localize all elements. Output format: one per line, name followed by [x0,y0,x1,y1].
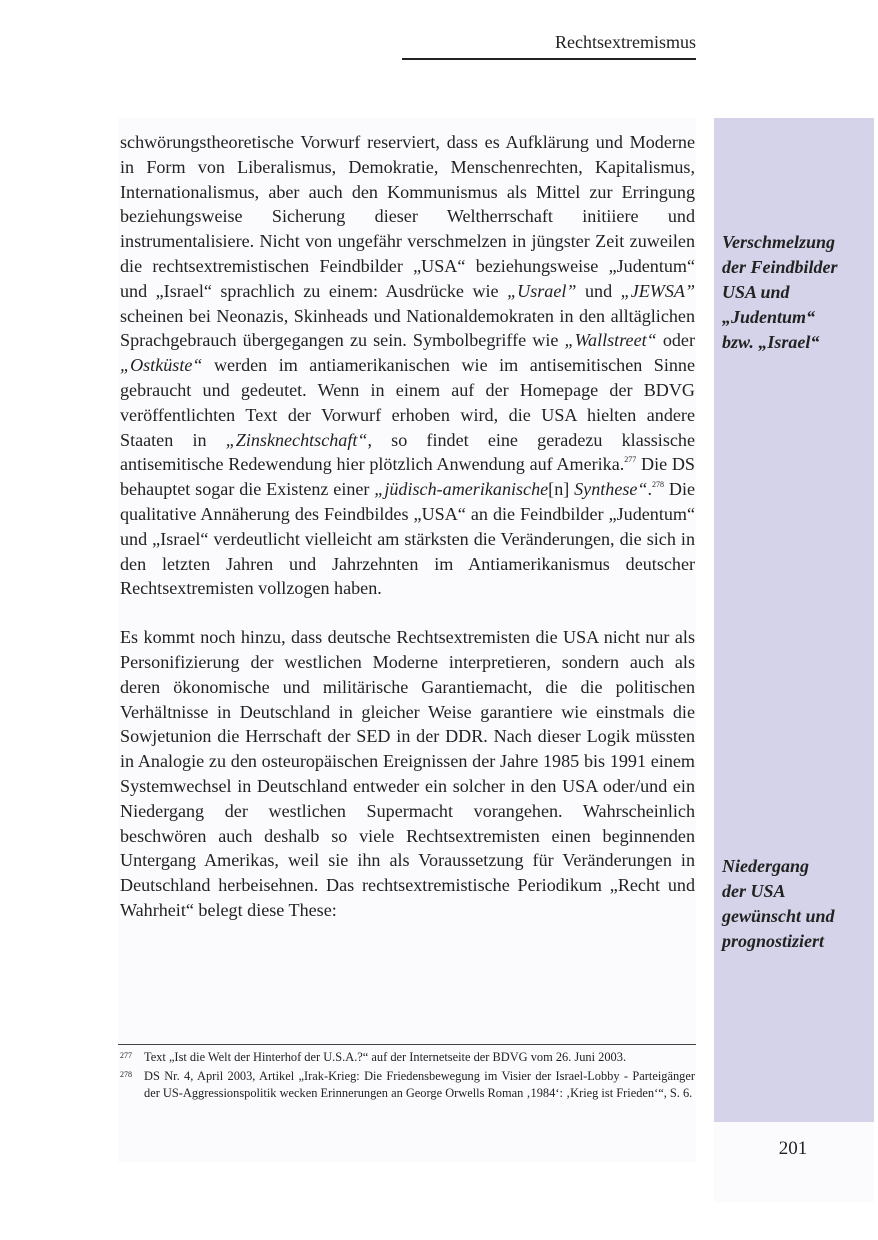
footnote-number: 277 [120,1051,132,1060]
text-run: oder [656,330,695,351]
page-number-box [714,1122,874,1202]
text-run: [n] [548,479,575,500]
margin-note-line: Niedergang [722,856,809,876]
text-run: Die qualitative Annäherung des Feindbildes „USA“ an die Feindbilder „Judentum“ und „Israel“ verdeutlicht vielleicht am stärksten die Veränderungen, die sich in den letzten Jahren und Jahrzehnten im Antiamerikanismus deutscher Rechtsextremisten vollzogen haben. [120,479,695,599]
margin-note-line: „Judentum“ [722,307,816,327]
text-run: scheinen bei Neonazis, Skinheads und Nationaldemokraten in den alltäglichen Sprachgebrauch übergegangen zu sein. Symbolbegriffe wie [120,305,695,351]
footnote-ref-277[interactable]: 277 [624,455,637,465]
paragraph-2: Es kommt noch hinzu, dass deutsche Rechtsextremisten die USA nicht nur als Personifizierung der westlichen Moderne interpretieren, sondern auch als deren ökonomische und militärische Garantiemacht, die die politischen Verhältnisse in Deutschland in gleicher Weise garantiere wie einstmals die Sowjetunion die Herrschaft der SED in der DDR. Nach dieser Logik müssten in Analogie zu den osteuropäischen Ereignissen der Jahre 1985 bis 1991 einem Systemwechsel in Deutschland entweder ein solcher in den USA oder/und ein Niedergang der westlichen Supermacht vorangehen. Wahrscheinlich beschwören auch deshalb so viele Rechtsextremisten einen beginnenden Untergang Amerikas, weil sie ihn als Voraussetzung für Veränderungen in Deutschland herbeisehnen. Das rechtsextremistische Periodikum „Recht und Wahrheit“ belegt diese These: [120,627,695,920]
text-run: schwörungstheoretische Vorwurf reserviert, dass es Aufklärung und Moderne in Form von Liberalismus, Demokratie, Menschenrechten, Kapitalismus, Internationalismus, aber auch den Kommunismus als Mittel zur Erringung beziehungsweise Sicherung dieser Weltherrschaft initiiere und instrumentalisiere. Nicht von ungefähr verschmelzen in jüngster Zeit zuweilen die rechtsextremistischen Feindbilder „USA“ beziehungsweise „Judentum“ und „Israel“ sprachlich zu einem: Ausdrücke wie [120,132,695,301]
footnote-ref-278[interactable]: 278 [652,480,665,490]
term-zinsknechtschaft: „Zinsknechtschaft“ [225,429,368,450]
margin-note-feindbilder [722,230,872,355]
footnote-text: Text „Ist die Welt der Hinterhof der U.S.A.?“ auf der Internetseite der BDVG vom 26. Juni 2003. [144,1050,627,1064]
term-jewsa: „JEWSA” [620,280,696,301]
term-synthese: Synthese“ [574,479,648,500]
footnote-text: DS Nr. 4, April 2003, Artikel „Irak-Krieg: Die Friedensbewegung im Visier der Israel-Lobby - Parteigänger der US-Aggressionspolitik wecken Erinnerungen an George Orwells Roman ‚1984‘: ‚Krieg ist Frieden‘“, S. 6. [144,1069,695,1100]
text-run: , so findet eine geradezu klassische antisemitische Redewendung hier plötzlich Anwendung auf Amerika. [120,429,695,475]
footnotes [120,1049,695,1104]
footnote-divider [118,1044,696,1045]
margin-note-line: der Feindbilder [722,257,838,277]
text-run: . [647,479,653,500]
running-head-title: Rechtsextremismus [402,30,696,60]
page-number: 201 [778,1138,808,1159]
footnote-277 [120,1049,695,1066]
footnote-278 [120,1068,695,1102]
term-wallstreet: „Wallstreet“ [564,330,657,351]
body-text [120,130,695,923]
margin-note-line: bzw. „Israel“ [722,332,820,352]
margin-note-niedergang [722,854,872,954]
term-ostkueste: „Ostküste“ [120,355,203,376]
margin-note-line: gewünscht und [722,906,835,926]
term-usrael: „Usrael” [507,280,577,301]
text-run: Die DS behauptet sogar die Existenz einer [120,454,695,500]
margin-note-line: USA und [722,282,790,302]
term-juedisch-amerikanische: „jüdisch-amerikanische [374,479,549,500]
margin-note-line: Verschmelzung [722,232,836,252]
paragraph-1 [120,130,695,601]
margin-note-line: prognostiziert [722,931,825,951]
footnote-number: 278 [120,1070,132,1079]
text-run: und [576,280,621,301]
margin-note-line: der USA [722,881,786,901]
text-run: werden im antiamerikanischen wie im antisemitischen Sinne gebraucht und gedeutet. Wenn in einem auf der Homepage der BDVG veröffentlichten Text der Vorwurf erhoben wird, die USA hielten andere Staaten in [120,355,695,450]
